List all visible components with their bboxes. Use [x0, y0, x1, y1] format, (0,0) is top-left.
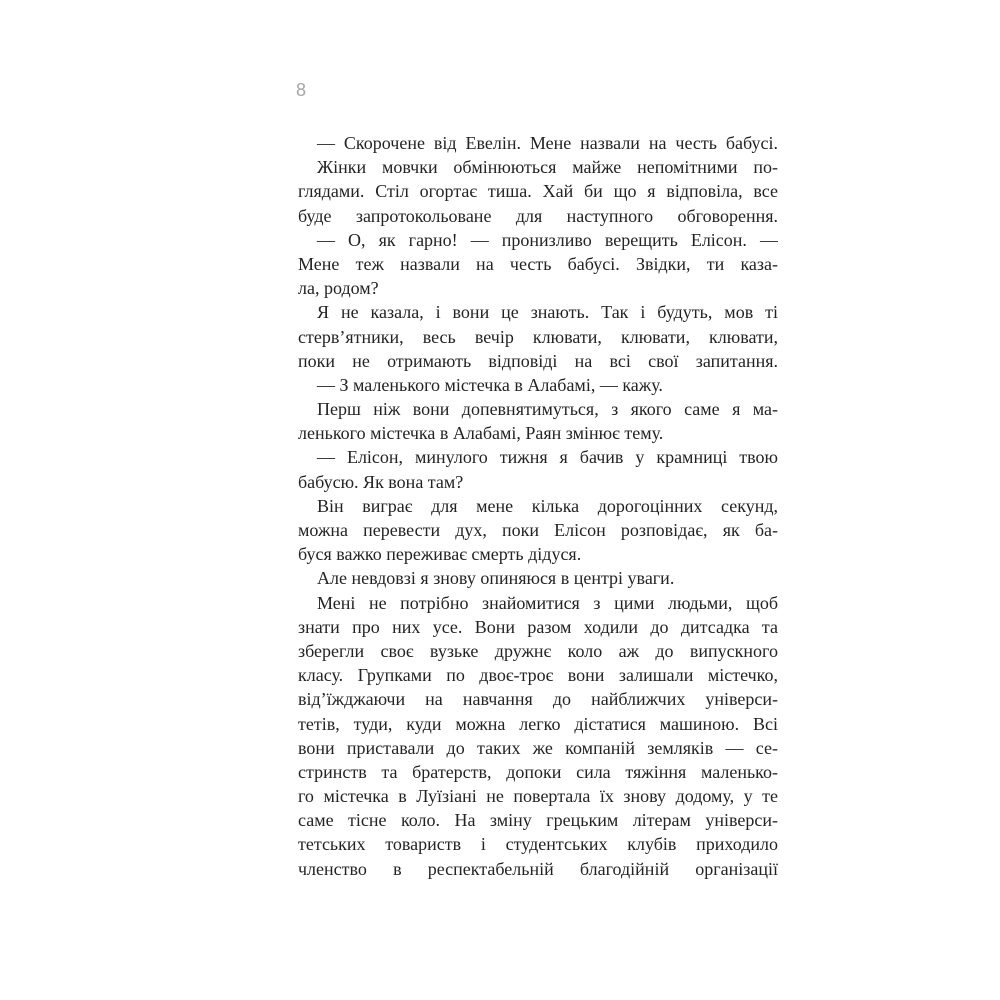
text-line: глядами. Стіл огортає тиша. Хай би що я відповіла, все	[298, 181, 778, 202]
page-number: 8	[296, 80, 307, 100]
text-line: го містечка в Луїзіані не повертала їх знову додому, у те	[298, 786, 778, 807]
text-line: — Скорочене від Евелін. Мене назвали на честь бабусі.	[317, 133, 778, 153]
text-line: ленького містечка в Алабамі, Раян змінює тему.	[298, 423, 664, 444]
text-line: Жінки мовчки обмінюються майже непомітними по-	[317, 157, 778, 178]
paragraph	[298, 131, 778, 155]
text-line: членство в респектабельній благодійній організації	[298, 858, 778, 879]
text-line: зберегли своє вузьке дружнє коло аж до випускного	[298, 640, 778, 661]
paragraph	[298, 300, 778, 373]
text-line: Перш ніж вони допевнятимуться, з якого саме я ма-	[317, 399, 778, 420]
paragraph	[298, 445, 778, 493]
text-line: бабусю. Як вона там?	[298, 471, 464, 492]
text-line: вони приставали до таких же компаній земляків — се-	[298, 737, 778, 758]
text-line: — З маленького містечка в Алабамі, — кажу.	[317, 374, 663, 395]
paragraph	[298, 566, 778, 590]
text-line: Мене теж назвали на честь бабусі. Звідки, ти каза-	[298, 253, 778, 274]
paragraph	[298, 494, 778, 567]
text-line: буся важко переживає смерть дідуся.	[298, 544, 582, 565]
text-line: Але невдовзі я знову опиняюся в центрі уваги.	[317, 568, 675, 589]
text-line: тетів, туди, куди можна легко дістатися машиною. Всі	[298, 713, 778, 734]
paragraph	[298, 228, 778, 301]
text-line: від’їжджаючи на навчання до найближчих універси-	[298, 689, 778, 710]
text-line: Мені не потрібно знайомитися з цими людьми, щоб	[317, 592, 778, 613]
paragraph	[298, 373, 778, 397]
text-line: класу. Групками по двоє-троє вони залишали містечко,	[298, 665, 778, 686]
text-line: поки не отримають відповіді на всі свої запитання.	[298, 350, 778, 371]
text-line: — О, як гарно! — пронизливо верещить Елісон. —	[317, 229, 778, 250]
text-line: знати про них усе. Вони разом ходили до дитсадка та	[298, 616, 778, 637]
paragraph	[298, 397, 778, 445]
text-line: тетських товариств і студентських клубів приходило	[298, 834, 778, 855]
text-line: Він виграє для мене кілька дорогоцінних секунд,	[317, 495, 778, 516]
paragraph	[298, 155, 778, 228]
text-line: можна перевести дух, поки Елісон розповідає, як ба-	[298, 520, 778, 540]
text-line: саме тісне коло. На зміну грецьким літерам універси-	[298, 810, 778, 831]
text-line: буде запротокольоване для наступного обговорення.	[298, 205, 778, 226]
text-line: ла, родом?	[298, 278, 379, 299]
text-line: Я не казала, і вони це знають. Так і будуть, мов ті	[317, 302, 778, 323]
text-line: стринств та братерств, допоки сила тяжіння маленько-	[298, 761, 778, 782]
paragraph	[298, 591, 778, 881]
text-line: стерв’ятники, весь вечір клювати, клювати, клювати,	[298, 326, 778, 347]
page-text	[298, 131, 778, 881]
text-line: — Елісон, минулого тижня я бачив у крамниці твою	[317, 447, 778, 468]
